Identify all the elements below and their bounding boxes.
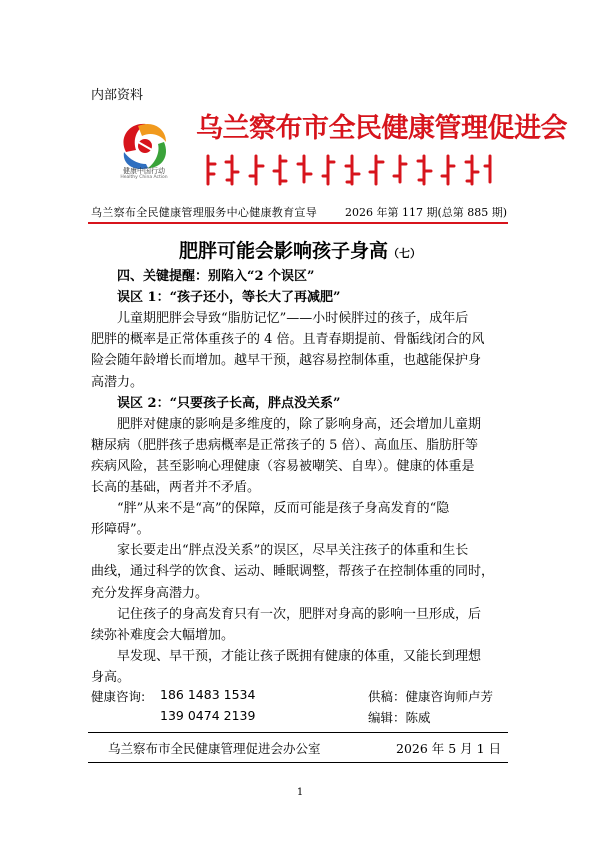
- paragraph-line: 高潜力。: [91, 374, 144, 390]
- footer-rule-top: [88, 732, 508, 733]
- contact-label: 健康咨询:: [91, 689, 146, 704]
- contact-phone-2: 139 0474 2139: [160, 708, 256, 723]
- logo-caption-en: Healthy China Action: [120, 175, 168, 180]
- paragraph-line: 曲线，通过科学的饮食、运动、睡眠调整，帮孩子在控制体重的同时，: [91, 564, 495, 580]
- editor: 编辑：陈威: [368, 710, 431, 725]
- paragraph-line: 险会随年龄增长而增加。越早干预，越容易控制体重，也越能保护身: [91, 353, 482, 369]
- paragraph-line: 身高。: [91, 669, 131, 685]
- section-heading: 误区 2：“只要孩子长高，胖点没关系”: [117, 395, 341, 411]
- footer-office: 乌兰察布市全民健康管理促进会办公室: [108, 741, 321, 756]
- internal-document-label: 内部资料: [91, 88, 144, 103]
- article-title: [0, 236, 600, 263]
- footer-date: 2026 年 5 月 1 日: [396, 741, 502, 756]
- contact-phone-1: 186 1483 1534: [160, 687, 256, 702]
- section-heading: 四、关键提醒：别陷入“2 个误区”: [117, 269, 315, 284]
- article-title-part: （七）: [388, 247, 421, 260]
- paragraph-line: 糖尿病（肥胖孩子患病概率是正常孩子的 5 倍）、高血压、脂肪肝等: [91, 437, 479, 453]
- paragraph-line: 长高的基础，两者并不矛盾。: [91, 480, 261, 495]
- section-heading: 误区 1：“孩子还小，等长大了再减肥”: [117, 290, 341, 306]
- paragraph-line: 肥胖对健康的影响是多维度的，除了影响身高，还会增加儿童期: [117, 416, 482, 432]
- paragraph-line: 形障碍”。: [91, 522, 150, 538]
- mongolian-script-title: [200, 152, 495, 190]
- page-number: 1: [296, 787, 304, 798]
- logo-caption: 健康中国行动: [123, 167, 165, 175]
- article-title-text: 肥胖可能会影响孩子身高: [178, 240, 388, 262]
- issuer-line: 乌兰察布全民健康管理服务中心健康教育宣导: [91, 206, 317, 219]
- paragraph-line: 续弥补难度会大幅增加。: [91, 627, 235, 643]
- issue-number: 2026 年第 117 期(总第 885 期): [345, 206, 508, 219]
- paragraph-line: 记住孩子的身高发育只有一次，肥胖对身高的影响一旦形成，后: [117, 606, 482, 622]
- paragraph-line: 儿童期肥胖会导致“脂肪记忆”——小时候胖过的孩子，成年后: [117, 311, 469, 327]
- contributor: 供稿：健康咨询师卢芳: [368, 689, 494, 704]
- paragraph-line: 家长要走出“胖点没关系”的误区，尽早关注孩子的体重和生长: [117, 543, 469, 559]
- header-rule: [88, 222, 508, 224]
- paragraph-line: 早发现、早干预，才能让孩子既拥有健康的体重，又能长到理想: [117, 648, 482, 664]
- paragraph-line: “胖”从来不是“高”的保障，反而可能是孩子身高发育的“隐: [117, 501, 450, 517]
- paragraph-line: 肥胖的概率是正常体重孩子的 4 倍。且青春期提前、骨骺线闭合的风: [91, 332, 485, 348]
- organization-title: 乌兰察布市全民健康管理促进会: [196, 113, 567, 144]
- footer-rule-bottom: [88, 762, 508, 763]
- paragraph-line: 充分发挥身高潜力。: [91, 585, 209, 601]
- paragraph-line: 疾病风险，甚至影响心理健康（容易被嘲笑、自卑）。健康的体重是: [91, 458, 475, 474]
